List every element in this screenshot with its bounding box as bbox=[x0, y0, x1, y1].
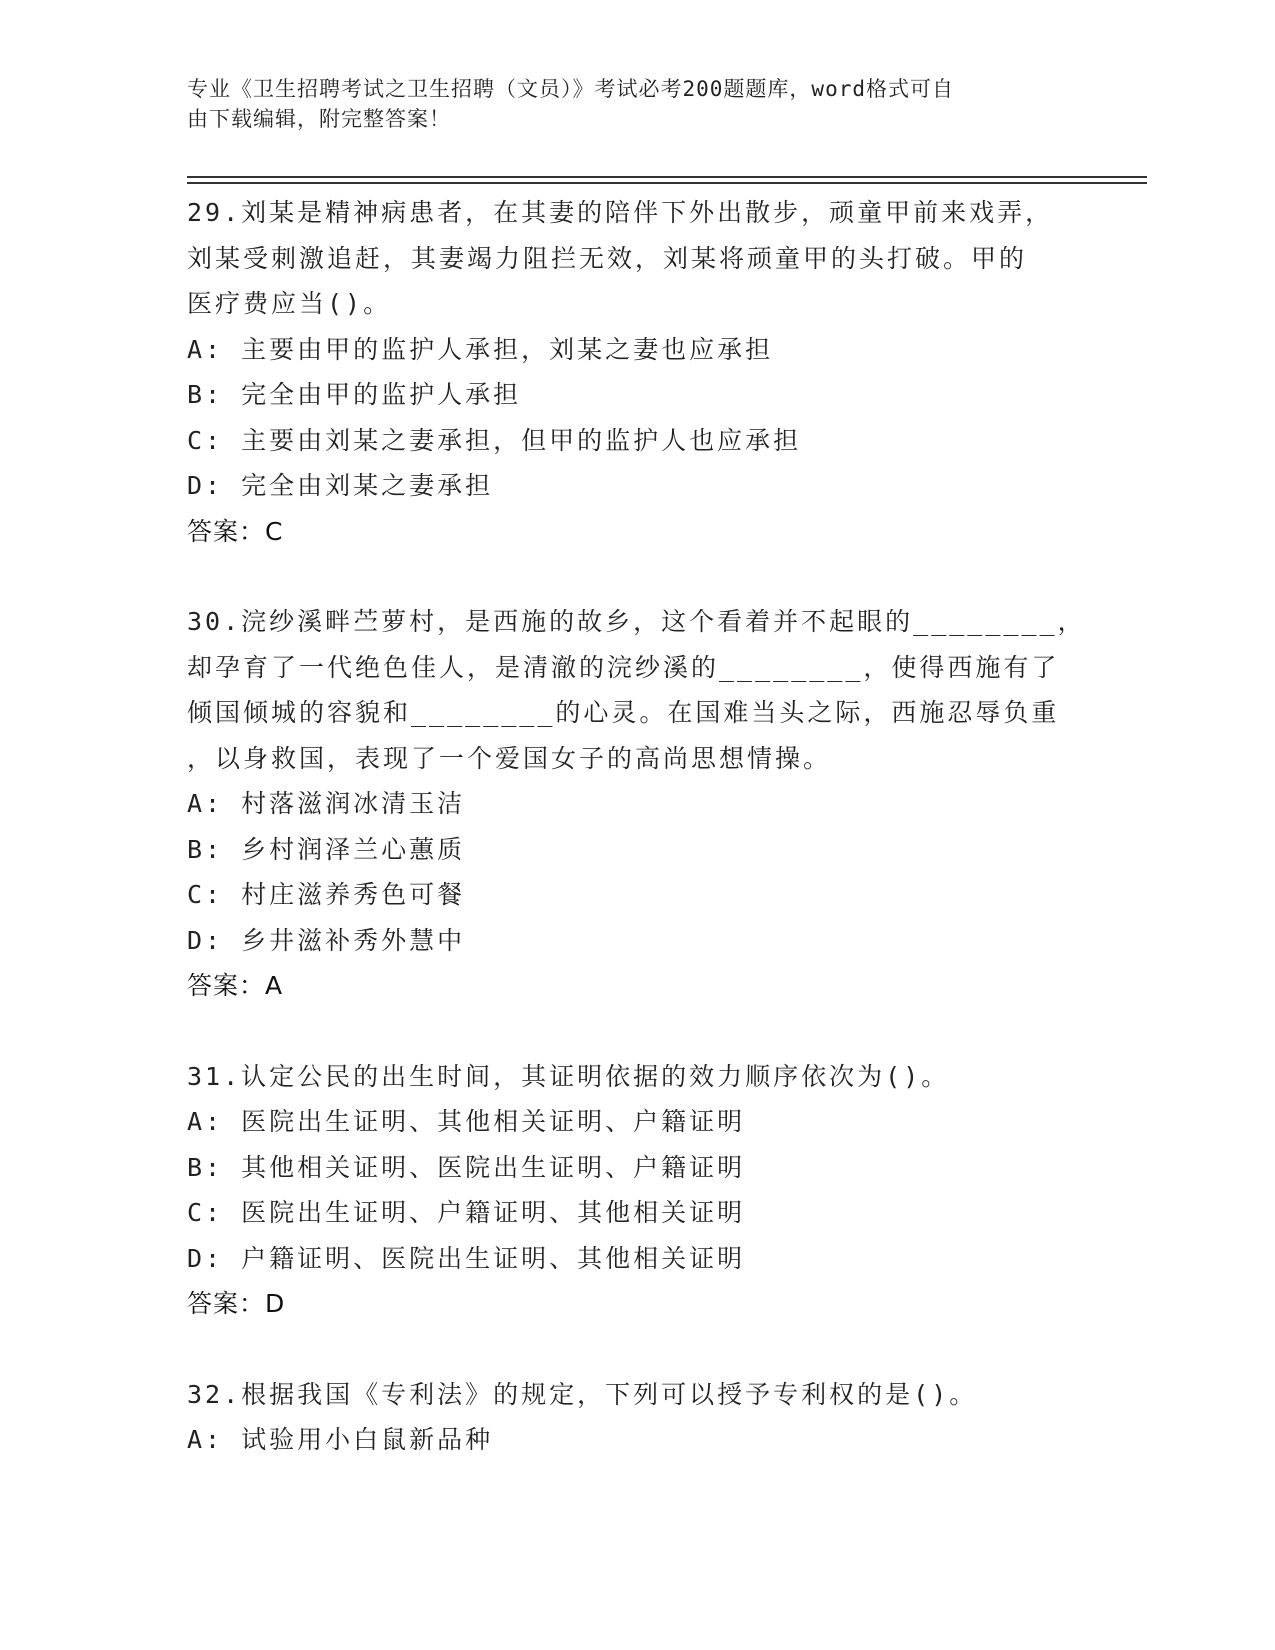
question-stem-line: 却孕育了一代绝色佳人，是清澈的浣纱溪的________，使得西施有了 bbox=[187, 652, 1060, 682]
question-stem-line: 29.刘某是精神病患者，在其妻的陪伴下外出散步，顽童甲前来戏弄， bbox=[187, 198, 1054, 227]
header-divider-bottom bbox=[187, 182, 1147, 184]
question-stem-line: 32.根据我国《专利法》的规定，下列可以授予专利权的是()。 bbox=[187, 1379, 978, 1409]
header-line-1: 专业《卫生招聘考试之卫生招聘（文员）》考试必考200题题库，word格式可自 bbox=[187, 77, 954, 101]
question-stem-line: 31.认定公民的出生时间，其证明依据的效力顺序依次为()。 bbox=[187, 1061, 950, 1091]
option-b: B: 其他相关证明、医院出生证明、户籍证明 bbox=[187, 1152, 746, 1182]
document-header bbox=[187, 74, 1067, 134]
option-a: A: 试验用小白鼠新品种 bbox=[187, 1425, 494, 1454]
question-29 bbox=[187, 190, 1067, 554]
option-c: C: 主要由刘某之妻承担，但甲的监护人也应承担 bbox=[187, 425, 802, 455]
option-c: C: 村庄滋养秀色可餐 bbox=[187, 880, 466, 909]
answer-label: 答案：D bbox=[187, 1289, 286, 1318]
option-a: A: 医院出生证明、其他相关证明、户籍证明 bbox=[187, 1107, 746, 1136]
option-d: D: 完全由刘某之妻承担 bbox=[187, 471, 494, 500]
question-stem-line: 倾国倾城的容貌和________的心灵。在国难当头之际，西施忍辱负重 bbox=[187, 698, 1060, 727]
option-d: D: 户籍证明、医院出生证明、其他相关证明 bbox=[187, 1243, 746, 1273]
option-c: C: 医院出生证明、户籍证明、其他相关证明 bbox=[187, 1198, 746, 1227]
question-30 bbox=[187, 599, 1086, 1009]
option-a: A: 村落滋润冰清玉洁 bbox=[187, 789, 466, 818]
answer-label: 答案：A bbox=[187, 971, 284, 1000]
question-list bbox=[187, 190, 1086, 1508]
header-line-2: 由下载编辑，附完整答案！ bbox=[187, 107, 451, 131]
question-stem-line: 刘某受刺激追赶，其妻竭力阻拦无效，刘某将顽童甲的头打破。甲的 bbox=[187, 243, 1028, 273]
question-stem-line: 医疗费应当()。 bbox=[187, 289, 392, 318]
option-d: D: 乡井滋补秀外慧中 bbox=[187, 925, 466, 955]
option-a: A: 主要由甲的监护人承担，刘某之妻也应承担 bbox=[187, 334, 774, 364]
question-31 bbox=[187, 1054, 1067, 1327]
option-b: B: 完全由甲的监护人承担 bbox=[187, 380, 522, 409]
answer-label: 答案：C bbox=[187, 516, 284, 546]
question-stem-line: 30.浣纱溪畔苎萝村，是西施的故乡，这个看着并不起眼的________， bbox=[187, 607, 1086, 636]
header-divider-top bbox=[187, 176, 1147, 178]
option-b: B: 乡村润泽兰心蕙质 bbox=[187, 834, 466, 864]
question-32 bbox=[187, 1372, 1067, 1463]
question-stem-line: ，以身救国，表现了一个爱国女子的高尚思想情操。 bbox=[187, 743, 832, 773]
